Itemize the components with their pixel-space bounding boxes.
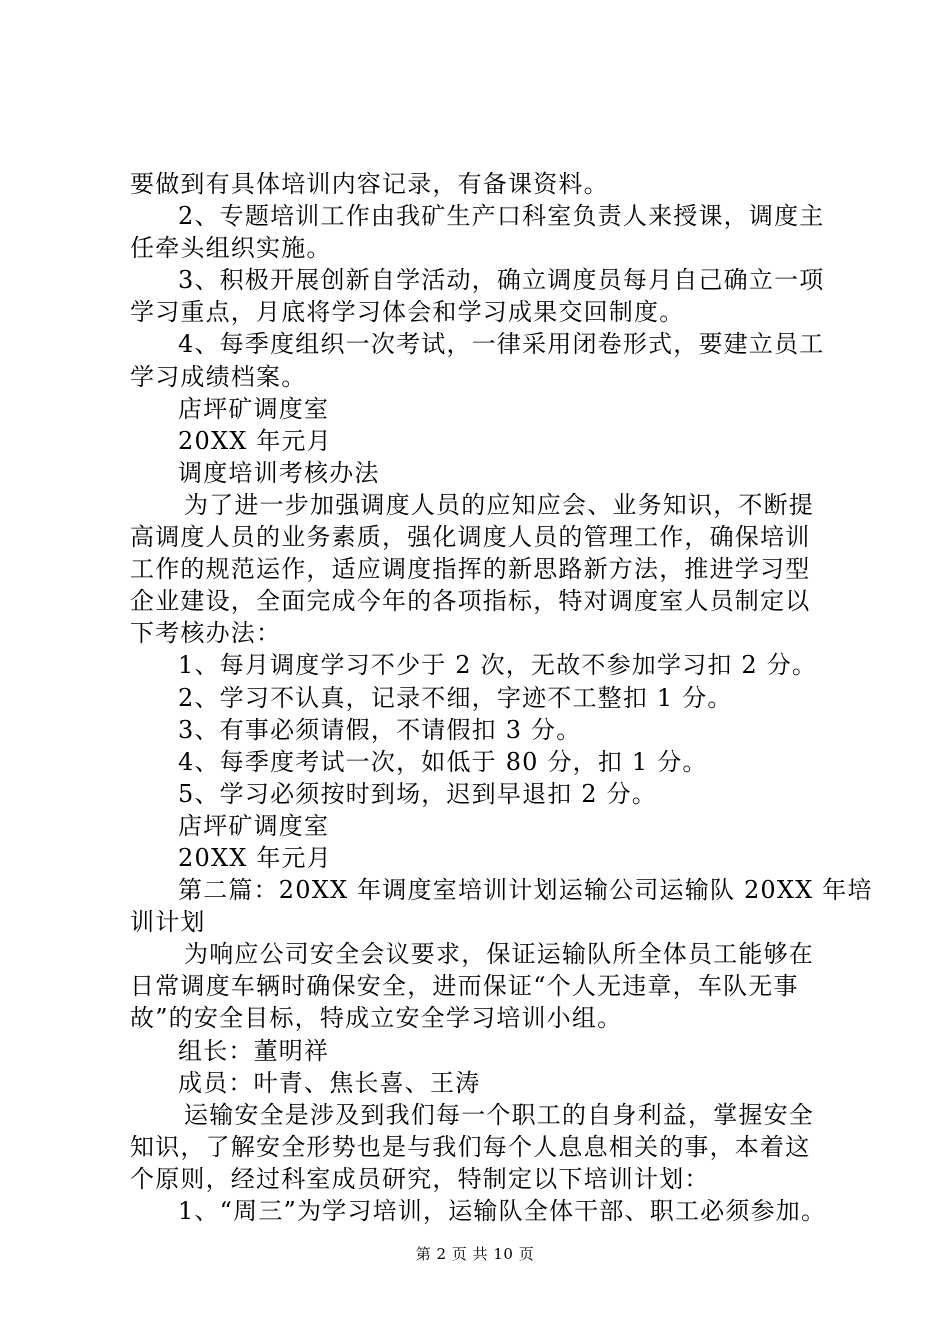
- text-line: 日常调度车辆时确保安全，进而保证“个人无违章，车队无事: [130, 972, 799, 1001]
- text-line: 成员：叶青、焦长喜、王涛: [178, 1068, 481, 1097]
- text-line: 为响应公司安全会议要求，保证运输队所全体员工能够在: [184, 940, 814, 969]
- text-line: 训计划: [130, 908, 206, 937]
- text-line: 任牵头组织实施。: [130, 234, 332, 263]
- text-line: 组长：董明祥: [178, 1036, 330, 1065]
- text-line: 20XX 年元月: [178, 843, 332, 872]
- text-line: 3、有事必须请假，不请假扣 3 分。: [178, 715, 582, 744]
- text-line: 第二篇：20XX 年调度室培训计划运输公司运输队 20XX 年培: [178, 876, 873, 905]
- text-line: 下考核办法：: [130, 619, 282, 648]
- text-line: 为了进一步加强调度人员的应知应会、业务知识，不断提: [184, 490, 814, 519]
- text-line: 3、积极开展创新自学活动，确立调度员每月自己确立一项: [178, 266, 825, 295]
- text-line: 4、每季度考试一次，如低于 80 分，扣 1 分。: [178, 747, 708, 776]
- page-footer: 第 2 页 共 10 页: [415, 1245, 535, 1263]
- text-line: 2、学习不认真，记录不细，字迹不工整扣 1 分。: [178, 683, 733, 712]
- text-line: 个原则，经过科室成员研究，特制定以下培训计划：: [130, 1164, 710, 1193]
- text-line: 故”的安全目标，特成立安全学习培训小组。: [130, 1004, 623, 1033]
- text-line: 要做到有具体培训内容记录，有备课资料。: [130, 170, 609, 198]
- text-line: 高调度人员的业务素质，强化调度人员的管理工作，确保培训: [130, 523, 811, 552]
- text-line: 20XX 年元月: [178, 426, 332, 455]
- text-line: 5、学习必须按时到场，迟到早退扣 2 分。: [178, 779, 657, 808]
- text-line: 运输安全是涉及到我们每一个职工的自身利益，掌握安全: [184, 1100, 814, 1129]
- text-line: 2、专题培训工作由我矿生产口科室负责人来授课，调度主: [178, 202, 825, 231]
- text-line: 知识，了解安全形势也是与我们每个人息息相关的事，本着这: [130, 1132, 811, 1161]
- text-line: 1、每月调度学习不少于 2 次，无故不参加学习扣 2 分。: [178, 651, 818, 680]
- document-body: [130, 168, 873, 1227]
- text-line: 学习重点，月底将学习体会和学习成果交回制度。: [130, 298, 685, 327]
- text-line: 工作的规范运作，适应调度指挥的新思路新方法，推进学习型: [130, 555, 811, 584]
- text-line: 4、每季度组织一次考试，一律采用闭卷形式，要建立员工: [178, 330, 825, 359]
- text-line: 企业建设，全面完成今年的各项指标，特对调度室人员制定以: [130, 587, 811, 616]
- text-line: 调度培训考核办法: [178, 458, 380, 487]
- text-line: 店坪矿调度室: [178, 394, 330, 423]
- text-line: 店坪矿调度室: [178, 811, 330, 840]
- text-line: 学习成绩档案。: [130, 362, 307, 391]
- text-line: 1、“周三”为学习培训，运输队全体干部、职工必须参加。: [178, 1197, 827, 1225]
